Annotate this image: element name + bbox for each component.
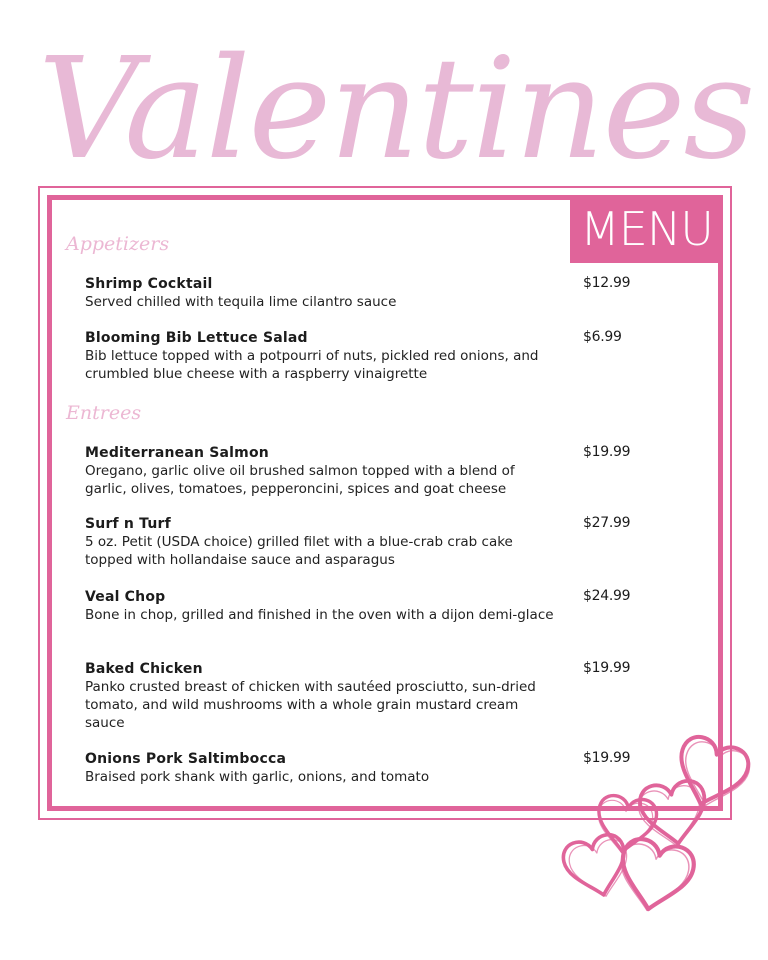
item-name: Baked Chicken	[85, 661, 203, 677]
item-description: Bib lettuce topped with a potpourri of nuts, pickled red onions, and crumbled blue cheese with a raspberry vinaigrette	[85, 348, 539, 382]
banner-title: Valentines	[38, 28, 754, 191]
item-name: Shrimp Cocktail	[85, 276, 213, 292]
item-description: Oregano, garlic olive oil brushed salmon topped with a blend of garlic, olives, tomatoes, pepperoncini, spices and goat cheese	[85, 463, 515, 497]
item-price: $19.99	[583, 660, 631, 676]
item-name: Surf n Turf	[85, 516, 171, 532]
hearts-icon	[545, 718, 765, 928]
menu-item	[85, 515, 645, 569]
item-price: $19.99	[583, 444, 631, 460]
menu-item	[85, 588, 645, 624]
item-description: Served chilled with tequila lime cilantro sauce	[85, 294, 397, 310]
item-price: $24.99	[583, 588, 631, 604]
item-name: Veal Chop	[85, 589, 166, 605]
menu-item	[85, 329, 645, 383]
item-price: $6.99	[583, 329, 622, 345]
section-heading-appetizers: Appetizers	[66, 233, 170, 255]
item-name: Mediterranean Salmon	[85, 445, 269, 461]
item-description: Braised pork shank with garlic, onions, and tomato	[85, 769, 430, 785]
section-heading-entrees: Entrees	[66, 402, 142, 424]
menu-badge: MENU	[570, 195, 723, 263]
menu-item	[85, 275, 645, 311]
item-description: Panko crusted breast of chicken with sautéed prosciutto, sun-dried tomato, and wild mushrooms with a whole grain mustard cream sauce	[85, 679, 536, 731]
item-name: Onions Pork Saltimbocca	[85, 751, 287, 767]
item-price: $19.99	[583, 750, 631, 766]
item-price: $12.99	[583, 275, 631, 291]
item-description: 5 oz. Petit (USDA choice) grilled filet with a blue-crab crab cake topped with hollandaise sauce and asparagus	[85, 534, 513, 568]
item-description: Bone in chop, grilled and finished in the oven with a dijon demi-glace	[85, 607, 554, 623]
menu-item	[85, 444, 645, 498]
item-price: $27.99	[583, 515, 631, 531]
item-name: Blooming Bib Lettuce Salad	[85, 330, 308, 346]
